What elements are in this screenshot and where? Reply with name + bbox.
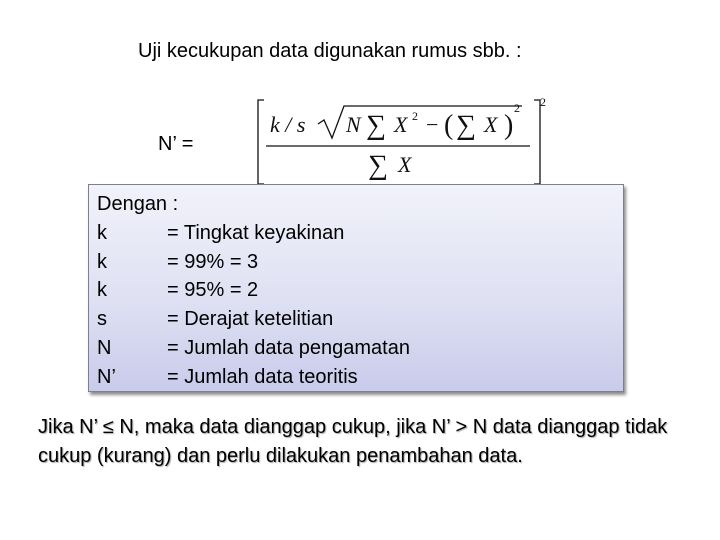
formula-lhs: N’ = [158, 133, 194, 155]
definition-meaning: = Derajat ketelitian [167, 308, 334, 330]
formula-image [252, 92, 564, 192]
definition-heading: Dengan : [97, 193, 179, 215]
definition-symbol: k [97, 222, 107, 244]
definition-symbol: k [97, 279, 107, 301]
definition-symbol: k [97, 251, 107, 273]
x-symbol-2: X [484, 112, 498, 137]
sigma-3: ∑ [368, 150, 388, 181]
open-paren: ( [444, 110, 454, 141]
conclusion-text: Jika N’ ≤ N, maka data dianggap cukup, jika N’ > N data dianggap tidak cukup (kurang) dan perlu dilakukan penambahan data. [38, 416, 668, 467]
left-bracket [258, 100, 264, 184]
outer-exponent: 2 [540, 95, 546, 109]
x-symbol-1: X [394, 112, 408, 137]
definition-meaning: = Jumlah data pengamatan [167, 337, 410, 359]
definition-symbol: N [97, 337, 112, 359]
minus-sign: − [426, 112, 439, 137]
close-paren: ) [504, 110, 514, 141]
sigma-1: ∑ [366, 110, 386, 141]
k-over-s: k / s [270, 112, 306, 137]
right-bracket [534, 100, 540, 184]
definition-meaning: = Tingkat keyakinan [167, 222, 345, 244]
x-squared-exponent: 2 [412, 109, 418, 123]
x-symbol-3: X [398, 152, 412, 177]
definition-box [88, 184, 624, 392]
paren-squared-exponent: 2 [514, 101, 520, 115]
n-symbol: N [346, 112, 361, 137]
definition-meaning: = 99% = 3 [167, 251, 259, 273]
definition-meaning: = Jumlah data teoritis [167, 366, 358, 388]
definition-meaning: = 95% = 2 [167, 279, 259, 301]
slide-title: Uji kecukupan data digunakan rumus sbb. : [138, 40, 522, 62]
sigma-2: ∑ [456, 110, 476, 141]
definition-symbol: N’ [97, 366, 116, 388]
definition-symbol: s [97, 308, 107, 330]
